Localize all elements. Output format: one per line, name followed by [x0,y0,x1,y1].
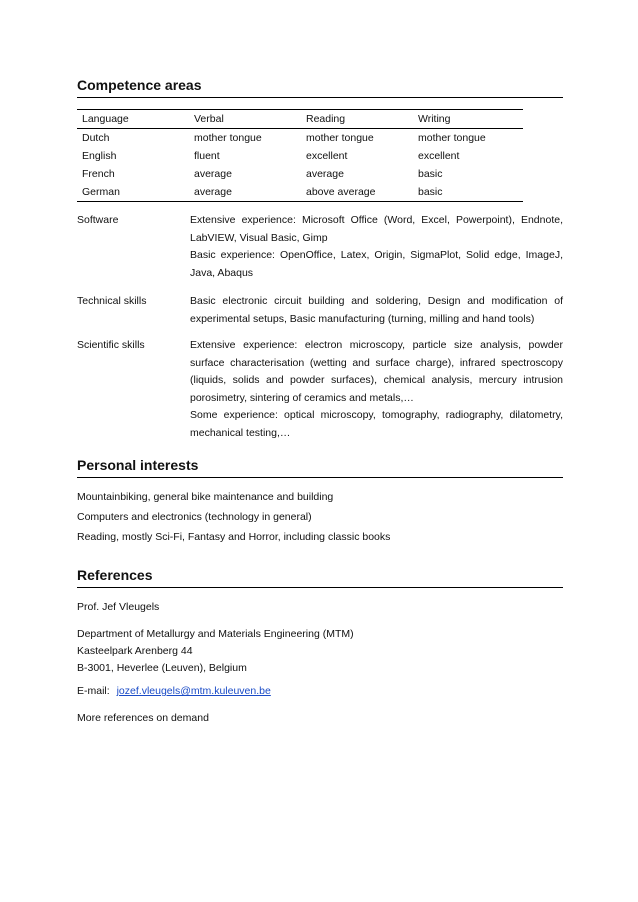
email-label: E-mail: [77,685,110,697]
email-link[interactable]: jozef.vleugels@mtm.kuleuven.be [116,685,271,697]
interest-item: Computers and electronics (technology in general) [77,511,312,523]
competence-heading: Competence areas [77,77,563,98]
interest-item: Reading, mostly Sci-Fi, Fantasy and Horror, including classic books [77,531,391,543]
reading-cell: mother tongue [306,132,374,144]
writing-cell: mother tongue [418,132,486,144]
header-verbal: Verbal [194,113,224,125]
interest-item: Mountainbiking, general bike maintenance and building [77,491,334,503]
writing-cell: basic [418,168,443,180]
language-table [77,109,523,202]
skill-description: Basic experience: OpenOffice, Latex, Origin, SigmaPlot, Solid edge, ImageJ, Java, Abaqus [190,249,563,279]
skill-label: Scientific skills [77,339,145,351]
reference-email-row [77,685,271,697]
reading-cell: excellent [306,150,348,162]
reading-cell: above average [306,186,376,198]
table-row [77,129,523,148]
reading-cell: average [306,168,344,180]
language-cell: German [82,186,120,198]
table-row [77,147,523,165]
writing-cell: excellent [418,150,460,162]
header-language: Language [82,113,129,125]
reference-address-line: Kasteelpark Arenberg 44 [77,645,193,657]
language-table-header [77,110,523,129]
reference-address-line: B-3001, Heverlee (Leuven), Belgium [77,662,247,674]
header-writing: Writing [418,113,451,125]
verbal-cell: fluent [194,150,220,162]
verbal-cell: average [194,168,232,180]
writing-cell: basic [418,186,443,198]
skill-scientific [77,337,563,443]
skill-label: Technical skills [77,295,147,307]
skill-software [77,212,563,284]
interests-heading: Personal interests [77,457,563,478]
header-reading: Reading [306,113,346,125]
table-row [77,183,523,202]
language-cell: French [82,168,115,180]
table-row [77,165,523,183]
skill-label: Software [77,214,119,226]
skill-description: Some experience: optical microscopy, tomography, radiography, dilatometry, mechanical testing,… [190,409,563,439]
language-cell: English [82,150,117,162]
language-cell: Dutch [82,132,110,144]
verbal-cell: average [194,186,232,198]
skill-description: Extensive experience: Microsoft Office (Word, Excel, Powerpoint), Endnote, LabVIEW, Visual Basic, Gimp [190,214,563,244]
more-references: More references on demand [77,712,209,724]
reference-name: Prof. Jef Vleugels [77,601,160,613]
reference-address-line: Department of Metallurgy and Materials Engineering (MTM) [77,628,354,640]
skill-description: Basic electronic circuit building and soldering, Design and modification of experimental setups, Basic manufacturing (turning, milling and hand tools) [190,295,563,325]
references-heading: References [77,567,563,588]
skill-technical [77,293,563,329]
verbal-cell: mother tongue [194,132,262,144]
skill-description: Extensive experience: electron microscopy, particle size analysis, powder surface characterisation (wetting and surface charge), infrared spectroscopy (liquids, solids and powder surfaces), chemical analysis, mercury intrusion porosimetry, sintering of ceramics and metals,… [190,339,563,404]
